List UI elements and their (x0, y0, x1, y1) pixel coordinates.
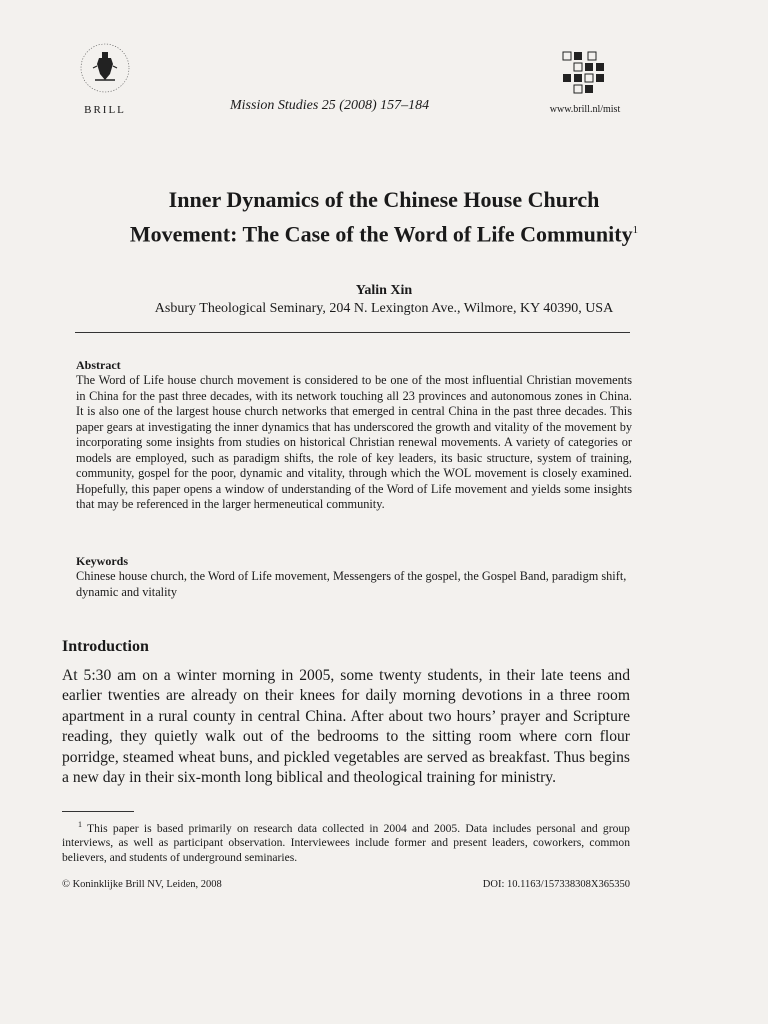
title-footnote-marker[interactable]: 1 (632, 224, 639, 236)
abstract-section (76, 358, 632, 513)
title-line-2: Movement: The Case of the Word of Life Community$^1$ (129, 221, 639, 247)
article-title (60, 185, 708, 249)
footnote-marker: 1 (78, 820, 82, 829)
author-name: Yalin Xin (355, 283, 413, 298)
publisher-name: BRILL (84, 104, 126, 116)
keywords-text: Chinese house church, the Word of Life movement, Messengers of the gospel, the Gospel Band, paradigm shift, dynamic and vitality (76, 569, 627, 599)
title-line-1: Inner Dynamics of the Chinese House Church (168, 187, 600, 212)
footnote (62, 818, 630, 865)
introduction-text: At 5:30 am on a winter morning in 2005, some twenty students, in their late teens and earlier twenties are already on their knees for daily morning devotions in a three room apartment in a rural county in central China. After about two hours’ prayer and Scripture reading, they quietly walk out of the bedrooms to the sitting room where corn flour porridge, steamed wheat buns, and pickled vegetables are served as breakfast. Thus begins a new day in their six-month long biblical and theological training for ministry. (62, 667, 630, 787)
brill-emblem-icon (77, 40, 133, 96)
journal-citation: Mission Studies 25 (2008) 157–184 (230, 98, 430, 113)
footnote-rule (62, 811, 134, 812)
footnote-text: This paper is based primarily on research data collected in 2004 and 2005. Data includes personal and group interviews, as well as participant observation. Interviewees include former and present leaders, coworkers, common believers, and students of underground seminaries. (62, 821, 630, 864)
journal-url[interactable]: www.brill.nl/mist (549, 104, 621, 115)
keywords-heading: Keywords (76, 554, 128, 568)
abstract-heading: Abstract (76, 358, 121, 372)
introduction-heading: Introduction (62, 638, 149, 655)
copyright-notice: © Koninklijke Brill NV, Leiden, 2008 (62, 879, 222, 890)
journal-logo (540, 50, 630, 115)
author-affiliation: Asbury Theological Seminary, 204 N. Lexington Ave., Wilmore, KY 40390, USA (154, 301, 614, 316)
keywords-section (76, 554, 636, 600)
doi[interactable]: DOI: 10.1163/157338308X365350 (482, 879, 630, 890)
abstract-text: The Word of Life house church movement is considered to be one of the most influential Christian movements in China for the past three decades, with its network touching all 23 provinces and autonomous zones in China. It is also one of the largest house church networks that emerged in central China in the past three decades. This paper gears at investigating the inner dynamics that has underscored the growth and vitality of the movement by incorporating some insights from studies on historical Christian renewal movements. A variety of categories or models are employed, such as paradigm shifts, the role of key leaders, its basic structure, system of training, community, gospel for the poor, dynamic and vitality, through which the WOL movement is closely examined. Hopefully, this paper opens a window of understanding of the Word of Life movement and yields some insights that may be referenced in the larger hermeneutical community. (76, 373, 632, 511)
introduction-section (62, 666, 630, 788)
header-rule (75, 332, 630, 333)
checker-logo-icon (561, 50, 609, 98)
brill-logo (72, 40, 138, 116)
